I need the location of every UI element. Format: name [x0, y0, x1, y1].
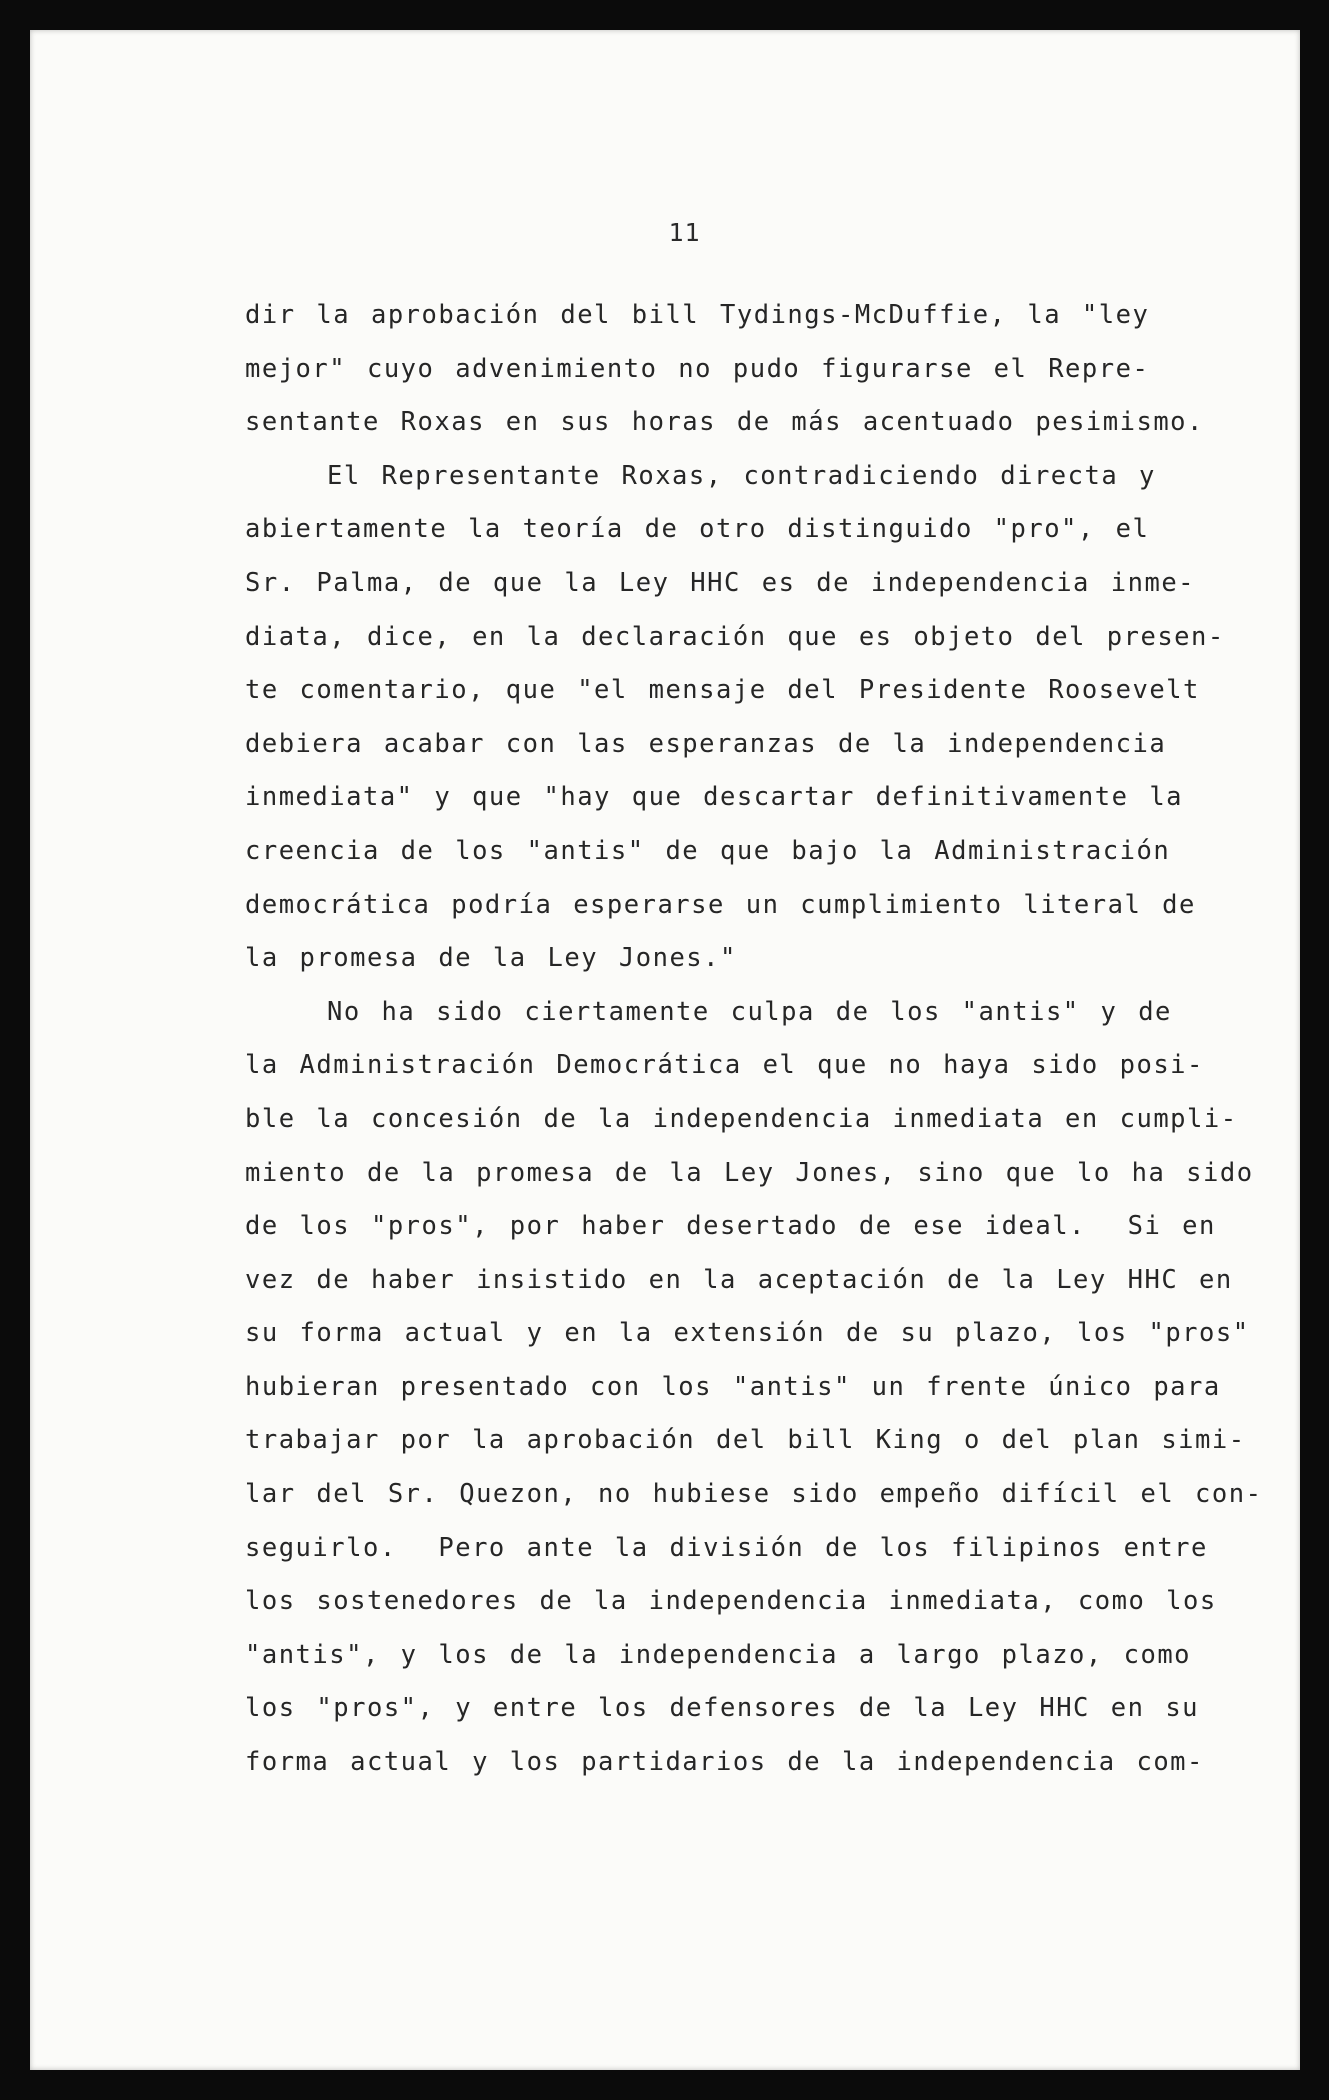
text-line: seguirlo. Pero ante la división de los filipinos entre	[245, 1532, 1208, 1563]
text-line: trabajar por la aprobación del bill King o del plan simi-	[245, 1425, 1246, 1456]
text-line: forma actual y los partidarios de la independencia com-	[245, 1747, 1204, 1778]
text-line: los sostenedores de la independencia inmediata, como los	[245, 1586, 1217, 1617]
text-line: de los "pros", por haber desertado de ese ideal. Si en	[245, 1211, 1216, 1242]
text-line: debiera acabar con las esperanzas de la independencia	[245, 728, 1167, 759]
text-line: lar del Sr. Quezon, no hubiese sido empeño difícil el con-	[245, 1479, 1263, 1510]
text-line: la promesa de la Ley Jones."	[245, 943, 737, 974]
text-line: los "pros", y entre los defensores de la Ley HHC en su	[245, 1693, 1200, 1724]
text-line: mejor" cuyo advenimiento no pudo figurarse el Repre-	[245, 353, 1150, 384]
text-line: "antis", y los de la independencia a largo plazo, como	[245, 1639, 1192, 1670]
text-line: Sr. Palma, de que la Ley HHC es de independencia inme-	[245, 567, 1196, 598]
page-number: 11	[668, 218, 701, 247]
text-line: te comentario, que "el mensaje del Presidente Roosevelt	[245, 675, 1200, 706]
text-line: dir la aprobación del bill Tydings-McDuffie, la "ley	[245, 300, 1150, 330]
paragraph-start-line: El Representante Roxas, contradiciendo directa y	[327, 460, 1156, 491]
text-line: ble la concesión de la independencia inmediata en cumpli-	[245, 1103, 1238, 1134]
text-line: abiertamente la teoría de otro distinguido "pro", el	[245, 514, 1150, 545]
text-line: diata, dice, en la declaración que es objeto del presen-	[245, 621, 1225, 652]
paragraph-start-line: No ha sido ciertamente culpa de los "antis" y de	[327, 996, 1172, 1027]
body-text	[245, 289, 1263, 1790]
text-line: sentante Roxas en sus horas de más acentuado pesimismo.	[245, 407, 1204, 438]
text-line: democrática podría esperarse un cumplimiento literal de	[245, 889, 1196, 920]
text-line: la Administración Democrática el que no haya sido posi-	[245, 1050, 1204, 1081]
text-line: hubieran presentado con los "antis" un frente único para	[245, 1371, 1221, 1402]
text-line: inmediata" y que "hay que descartar definitivamente la	[245, 782, 1184, 813]
text-line: creencia de los "antis" de que bajo la Administración	[245, 835, 1171, 866]
text-line: su forma actual y en la extensión de su plazo, los "pros"	[245, 1318, 1250, 1349]
text-line: vez de haber insistido en la aceptación de la Ley HHC en	[245, 1264, 1233, 1295]
text-line: miento de la promesa de la Ley Jones, sino que lo ha sido	[245, 1157, 1254, 1188]
